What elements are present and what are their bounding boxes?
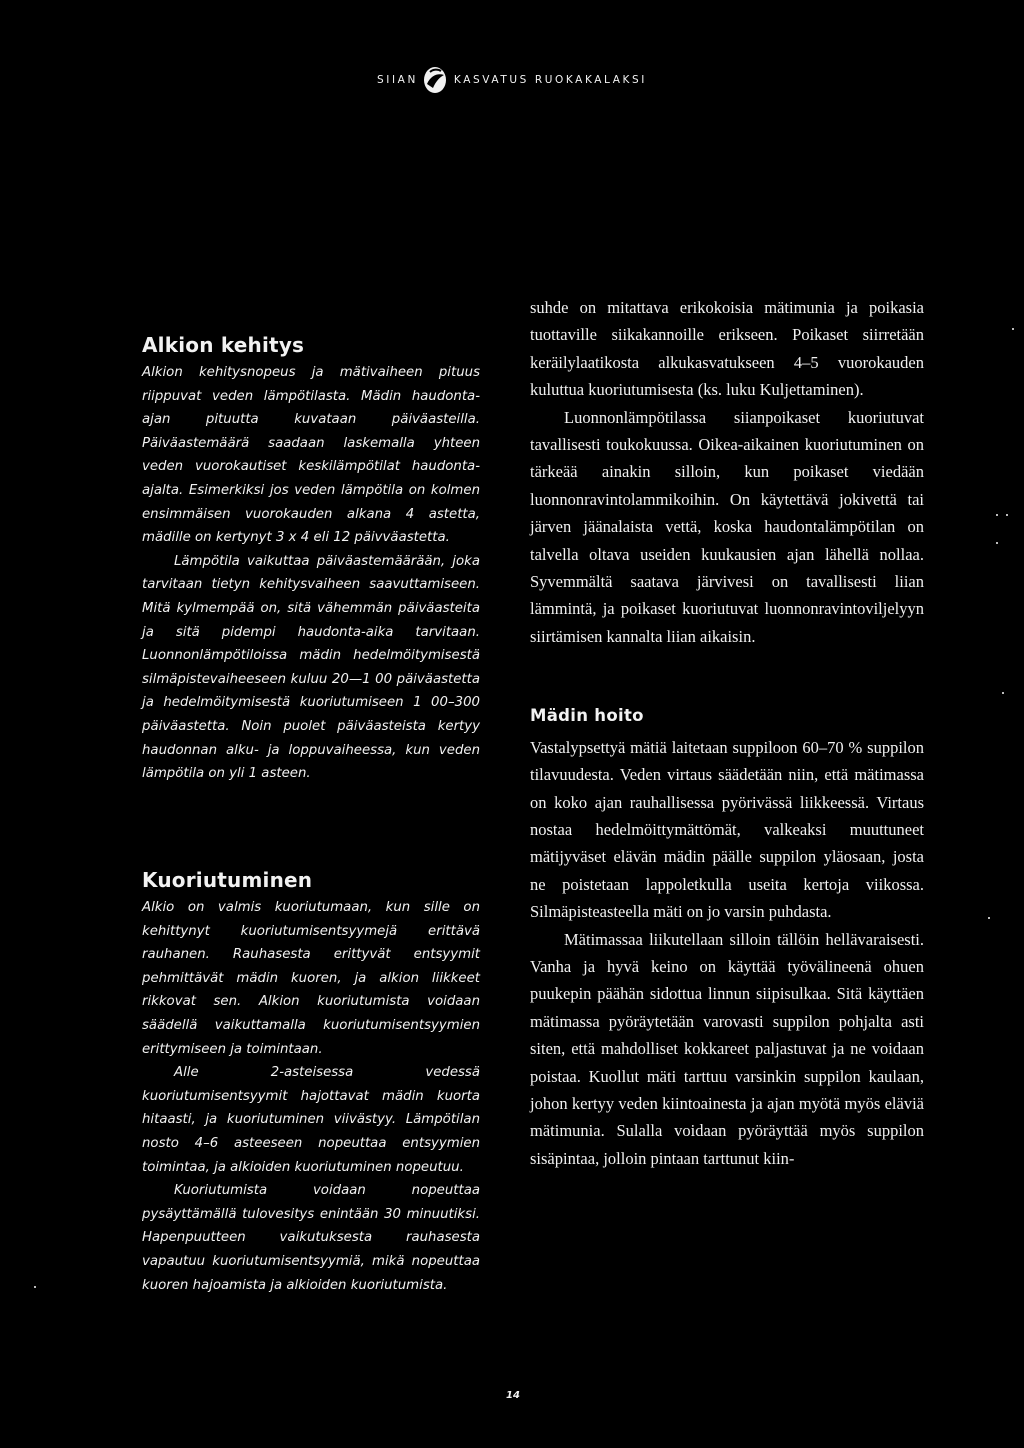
scan-speck — [996, 514, 998, 516]
section-title-alkion-kehitys: Alkion kehitys — [142, 333, 305, 357]
scan-speck — [1002, 692, 1004, 694]
paragraph: suhde on mitattava erikokoisia mätimunia ja poikasia tuottaville siikakannoille erikseen. Poikaset siirretään keräilylaatikosta alkukasvatukseen 4–5 vuorokauden kuluttua kuoriutumisesta (ks. luku Kuljettaminen). — [530, 298, 924, 400]
paragraph: Alle 2-asteisessa vedessä kuoriutumisentsyymit hajottavat mädin kuorta hitaasti, ja kuoriutuminen viivästyy. Lämpötilan nosto 4–6 asteeseen nopeuttaa entsyymien toimintaa, ja alkioiden kuoriutuminen nopeutuu. — [142, 1065, 480, 1175]
paragraph: Luonnonlämpötilassa siianpoikaset kuoriutuvat tavallisesti toukokuussa. Oikea-aikainen kuoriutuminen on tärkeää ainakin silloin, kun poikaset viedään luonnonravintolammikoihin. On käytettävä jokivettä tai järven jäänalaista vettä, koska haudontalämpötilan on talvella oltava useiden kuukausien ajan lähellä nollaa. Syvemmältä saatava järvivesi on tavallisesti liian lämmintä, ja poikaset kuoriutuvat luonnonravintoviljelyyn siirtämisen kannalta liian aikaisin. — [530, 407, 924, 646]
paragraph: Alkio on valmis kuoriutumaan, kun sille on kehittynyt kuoriutumisentsyymejä erittävä rauhanen. Rauhasesta erittyvät entsyymit pehmittävät mädin kuoren, ja alkion liikkeet rikkovat sen. Alkion kuoriutumista voidaan säädellä vaikuttamalla kuoriutumisentsyymien erittymiseen ja toimintaan. — [142, 900, 480, 1057]
running-header — [0, 60, 1024, 100]
scan-speck — [1012, 328, 1014, 330]
right-column — [530, 294, 924, 1172]
paragraph: Kuoriutumista voidaan nopeuttaa pysäyttämällä tulovesitys enintään 30 minuutiksi. Hapenpuutteen vaikutuksesta rauhasesta vapautuu kuoriutumisentsyymiä, mikä nopeuttaa kuoren hajoamista ja alkioiden kuoriutumista. — [142, 1183, 480, 1293]
section-kuoriutuminen — [142, 868, 480, 1297]
section-alkion-kehitys — [142, 333, 480, 786]
header-right-text: KASVATUS RUOKAKALAKSI — [453, 74, 647, 86]
scan-speck — [1006, 514, 1008, 516]
scan-speck — [996, 542, 998, 544]
page-number: 14 — [506, 1390, 520, 1401]
scan-speck — [988, 917, 990, 919]
paragraph: Alkion kehitysnopeus ja mätivaiheen pituus riippuvat veden lämpötilasta. Mädin haudonta-ajan pituutta kuvataan päiväasteilla. Päiväastemäärä saadaan laskemalla yhteen veden vuorokautiset keskilämpötilat haudonta-ajalta. Esimerkiksi jos veden lämpötila on kolmen ensimmäisen vuorokauden alkana 4 astetta, mädille on kertynyt 3 x 4 eli 12 päivväastetta. — [142, 365, 480, 546]
paragraph: Vastalypsettyä mätiä laitetaan suppiloon 60–70 % suppilon tilavuudesta. Veden virtaus säädetään niin, että mätimassa on koko ajan rauhallisessa pyörivässä liikkeessä. Virtaus nostaa hedelmöittymättömät, valkeaksi muuttuneet mätijyväset elävän mädin päälle suppilon yläosaan, josta ne poistetaan lappoletkulla useita kertoja viikossa. Silmäpisteasteella mäti on jo varsin puhdasta. — [530, 737, 924, 922]
paragraph: Lämpötila vaikuttaa päiväastemäärään, joka tarvitaan tietyn kehitysvaiheen saavuttamiseen. Mitä kylmempää on, sitä vähemmän päiväasteita ja sitä pidempi haudonta-aika tarvitaan. Luonnonlämpötiloissa mädin hedelmöitymisestä silmäpistevaiheeseen kuluu 20—1 00 päiväastetta ja hedelmöitymisestä kuoriutumiseen 1 00–300 päiväastetta. Noin puolet päiväasteista kertyy haudonnan alku- ja loppuvaiheessa, kun veden lämpötila on yli 1 asteen. — [142, 553, 480, 782]
section-title-madin-hoito: Mädin hoito — [530, 706, 644, 726]
section-title-kuoriutuminen: Kuoriutuminen — [142, 868, 313, 892]
fish-logo-icon — [422, 63, 448, 97]
scan-speck — [34, 1286, 36, 1288]
paragraph: Mätimassaa liikutellaan silloin tällöin hellävaraisesti. Vanha ja hyvä keino on käyttää työvälineenä ohuen puukepin päähän sidottua linnun siipisulkaa. Sitä käyttäen mätimassa pyöräytetään varovasti suppilon pohjalta asti siten, että mahdolliset kokkareet paljastuvat ja ne voidaan poistaa. Kuollut mäti tarttuu varsinkin suppilon kaulaan, johon kertyy veden kiintoainesta ja ajan myötä myös eläviä mätimunia. Sulalla voidaan pyöräyttää myös suppilon sisäpintaa, jolloin pintaan tarttunut kiin- — [530, 929, 924, 1168]
header-left-text: SIIAN — [377, 74, 418, 86]
